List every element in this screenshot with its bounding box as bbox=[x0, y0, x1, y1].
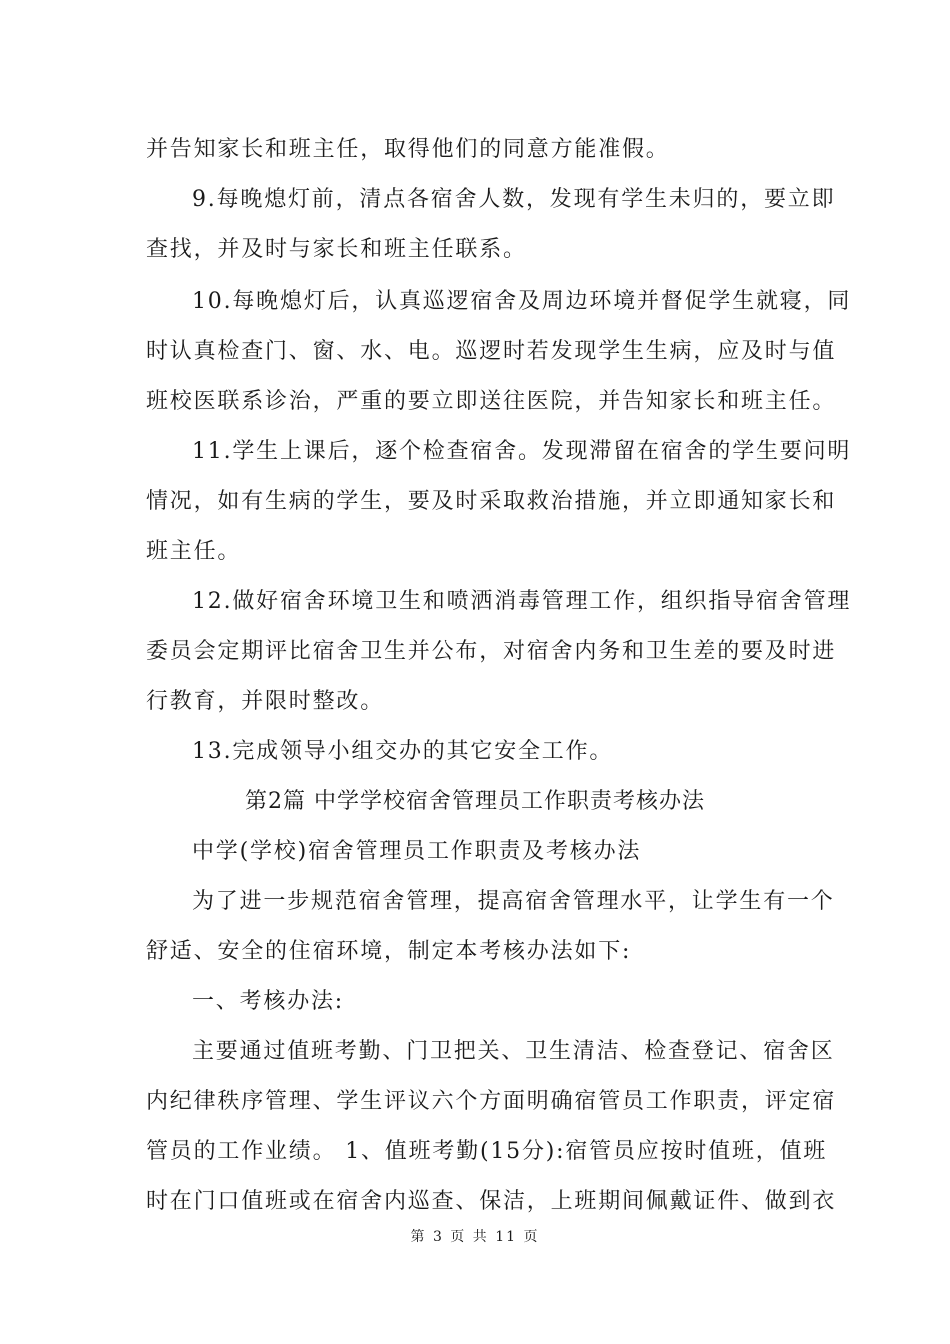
section-title: 第2篇 中学学校宿舍管理员工作职责考核办法 bbox=[245, 789, 705, 814]
text-line: 班主任。 bbox=[146, 539, 242, 564]
document-subtitle: 中学(学校)宿舍管理员工作职责及考核办法 bbox=[192, 839, 642, 864]
text-line: 舒适、安全的住宿环境，制定本考核办法如下: bbox=[146, 939, 632, 964]
text-line: 内纪律秩序管理、学生评议六个方面明确宿管员工作职责，评定宿 bbox=[146, 1089, 837, 1114]
text-line: 管员的工作业绩。 1、值班考勤(15分):宿管员应按时值班，值班 bbox=[146, 1139, 828, 1164]
text-line: 情况，如有生病的学生，要及时采取救治措施，并立即通知家长和 bbox=[146, 489, 837, 514]
text-line: 12.做好宿舍环境卫生和喷洒消毒管理工作，组织指导宿舍管理 bbox=[192, 589, 852, 614]
text-line: 13.完成领导小组交办的其它安全工作。 bbox=[192, 739, 614, 764]
section-heading: 一、考核办法: bbox=[192, 989, 345, 1014]
text-line: 班校医联系诊治，严重的要立即送往医院，并告知家长和班主任。 bbox=[146, 389, 837, 414]
text-line: 行教育，并限时整改。 bbox=[146, 689, 385, 714]
text-line: 主要通过值班考勤、门卫把关、卫生清洁、检查登记、宿舍区 bbox=[192, 1039, 835, 1064]
text-line: 为了进一步规范宿舍管理，提高宿舍管理水平，让学生有一个 bbox=[192, 889, 835, 914]
text-line: 委员会定期评比宿舍卫生并公布，对宿舍内务和卫生差的要及时进 bbox=[146, 639, 837, 664]
text-line: 查找，并及时与家长和班主任联系。 bbox=[146, 237, 527, 262]
text-line: 时在门口值班或在宿舍内巡查、保洁，上班期间佩戴证件、做到衣 bbox=[146, 1189, 837, 1214]
text-line: 11.学生上课后，逐个检查宿舍。发现滞留在宿舍的学生要问明 bbox=[192, 439, 852, 464]
text-line: 10.每晚熄灯后，认真巡逻宿舍及周边环境并督促学生就寝，同 bbox=[192, 289, 852, 314]
text-line: 时认真检查门、窗、水、电。巡逻时若发现学生生病，应及时与值 bbox=[146, 339, 837, 364]
page-footer: 第 3 页 共 11 页 bbox=[410, 1229, 540, 1245]
text-line: 9.每晚熄灯前，清点各宿舍人数，发现有学生未归的，要立即 bbox=[192, 187, 836, 212]
text-line: 并告知家长和班主任，取得他们的同意方能准假。 bbox=[146, 137, 670, 162]
